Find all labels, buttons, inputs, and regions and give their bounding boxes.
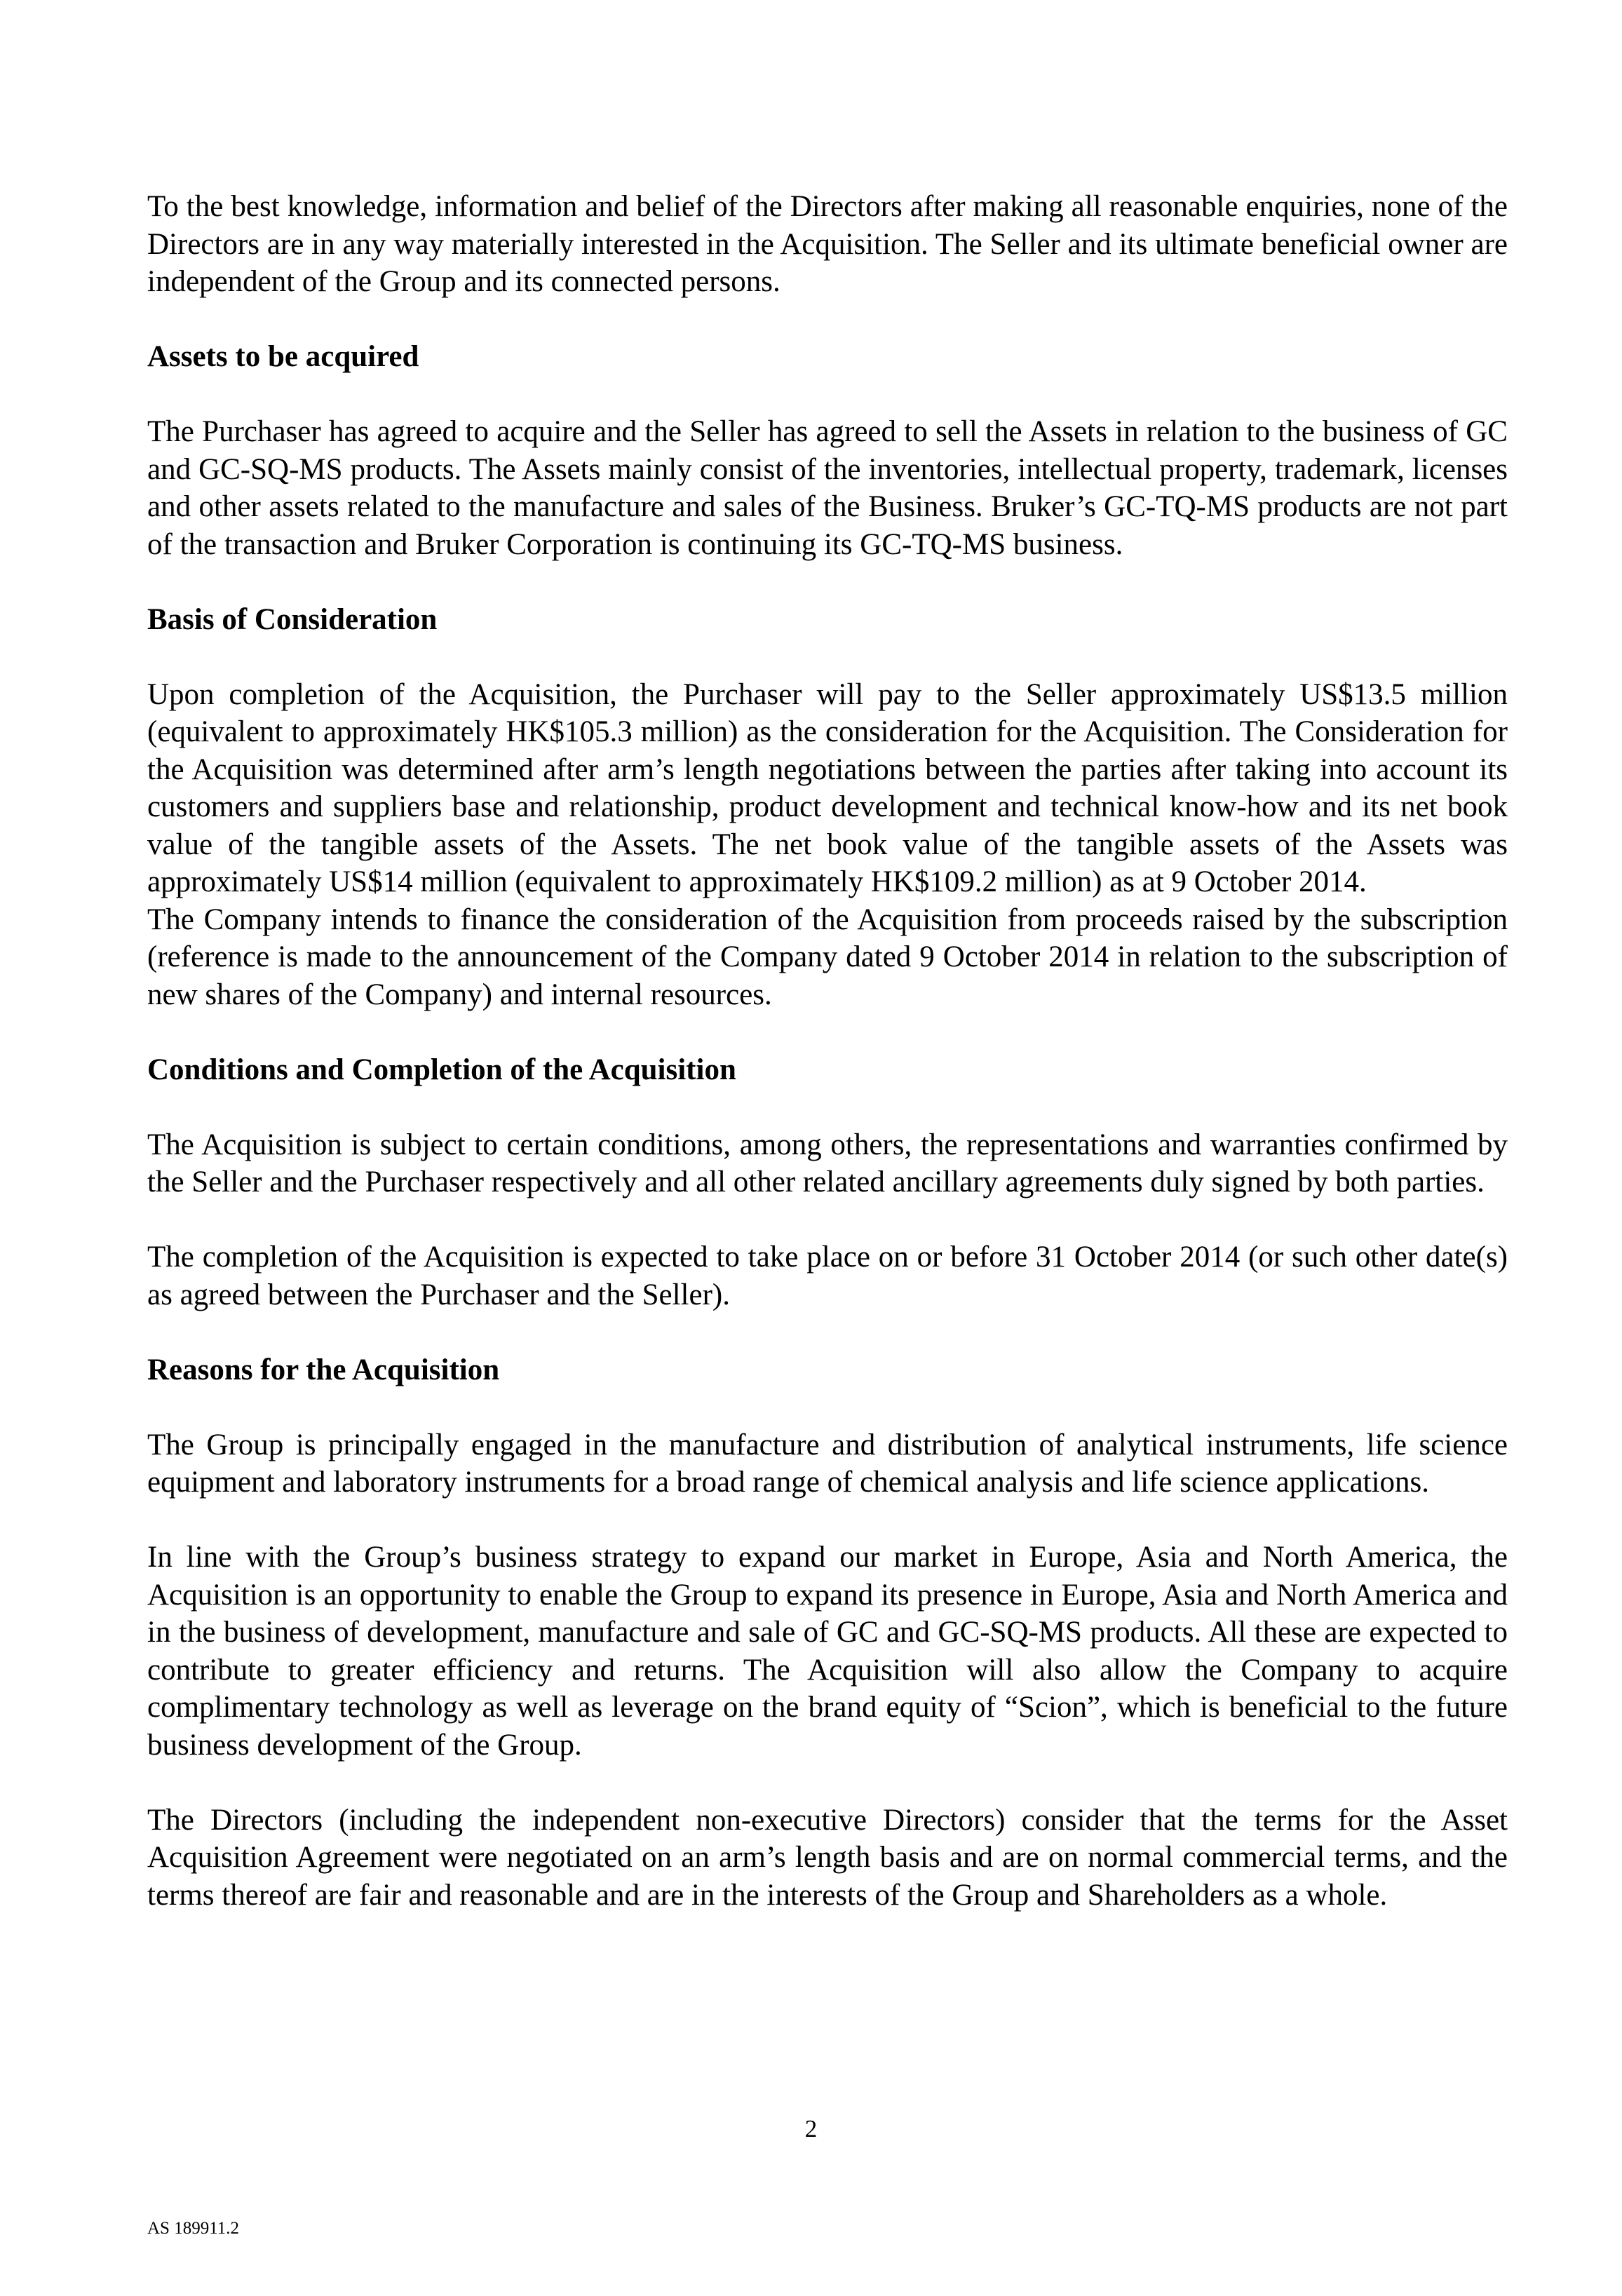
heading-conditions: Conditions and Completion of the Acquisition [147,1053,736,1086]
document-body [147,188,1508,1914]
reasons-paragraph-3: The Directors (including the independent non-executive Directors) consider that the terms for the Asset Acquisition Agreement were negotiated on an arm’s length basis and are on normal commercial terms, and the terms thereof are fair and reasonable and are in the interests of the Group and Shareholders as a whole. [147,1803,1508,1912]
heading-assets: Assets to be acquired [147,340,419,373]
conditions-paragraph-2: The completion of the Acquisition is expected to take place on or before 31 October 2014 (or such other date(s) as agreed between the Purchaser and the Seller). [147,1241,1508,1311]
heading-reasons: Reasons for the Acquisition [147,1353,500,1386]
page-number: 2 [804,2115,818,2142]
heading-consideration: Basis of Consideration [147,602,438,636]
intro-paragraph: To the best knowledge, information and belief of the Directors after making all reasonable enquiries, none of the Directors are in any way materially interested in the Acquisition. The Seller and its ultimate beneficial owner are independent of the Group and its connected persons. [147,190,1508,298]
conditions-paragraph-1: The Acquisition is subject to certain conditions, among others, the representations and warranties confirmed by the Seller and the Purchaser respectively and all other related ancillary agreements duly signed by both parties. [147,1128,1508,1198]
document-reference: AS 189911.2 [147,2219,240,2238]
consideration-paragraph-1: Upon completion of the Acquisition, the Purchaser will pay to the Seller approximately US$13.5 million (equivalent to approximately HK$105.3 million) as the consideration for the Acquisition. The Consideration for the Acquisition was determined after arm’s length negotiations between the parties after taking into account its customers and suppliers base and relationship, product development and technical know-how and its net book value of the tangible assets of the Assets. The net book value of the tangible assets of the Assets was approximately US$14 million (equivalent to approximately HK$109.2 million) as at 9 October 2014. [147,677,1508,898]
reasons-paragraph-1: The Group is principally engaged in the manufacture and distribution of analytical instruments, life science equipment and laboratory instruments for a broad range of chemical analysis and life science applications. [147,1428,1508,1499]
assets-paragraph: The Purchaser has agreed to acquire and the Seller has agreed to sell the Assets in relation to the business of GC and GC-SQ-MS products. The Assets mainly consist of the inventories, intellectual property, trademark, licenses and other assets related to the manufacture and sales of the Business. Bruker’s GC-TQ-MS products are not part of the transaction and Bruker Corporation is continuing its GC-TQ-MS business. [147,415,1508,561]
consideration-paragraph-2: The Company intends to finance the consideration of the Acquisition from proceeds raised by the subscription (reference is made to the announcement of the Company dated 9 October 2014 in relation to the subscription of new shares of the Company) and internal resources. [147,903,1508,1011]
reasons-paragraph-2: In line with the Group’s business strategy to expand our market in Europe, Asia and North America, the Acquisition is an opportunity to enable the Group to expand its presence in Europe, Asia and North America and in the business of development, manufacture and sale of GC and GC-SQ-MS products. All these are expected to contribute to greater efficiency and returns. The Acquisition will also allow the Company to acquire complimentary technology as well as leverage on the brand equity of “Scion”, which is beneficial to the future business development of the Group. [147,1541,1508,1762]
